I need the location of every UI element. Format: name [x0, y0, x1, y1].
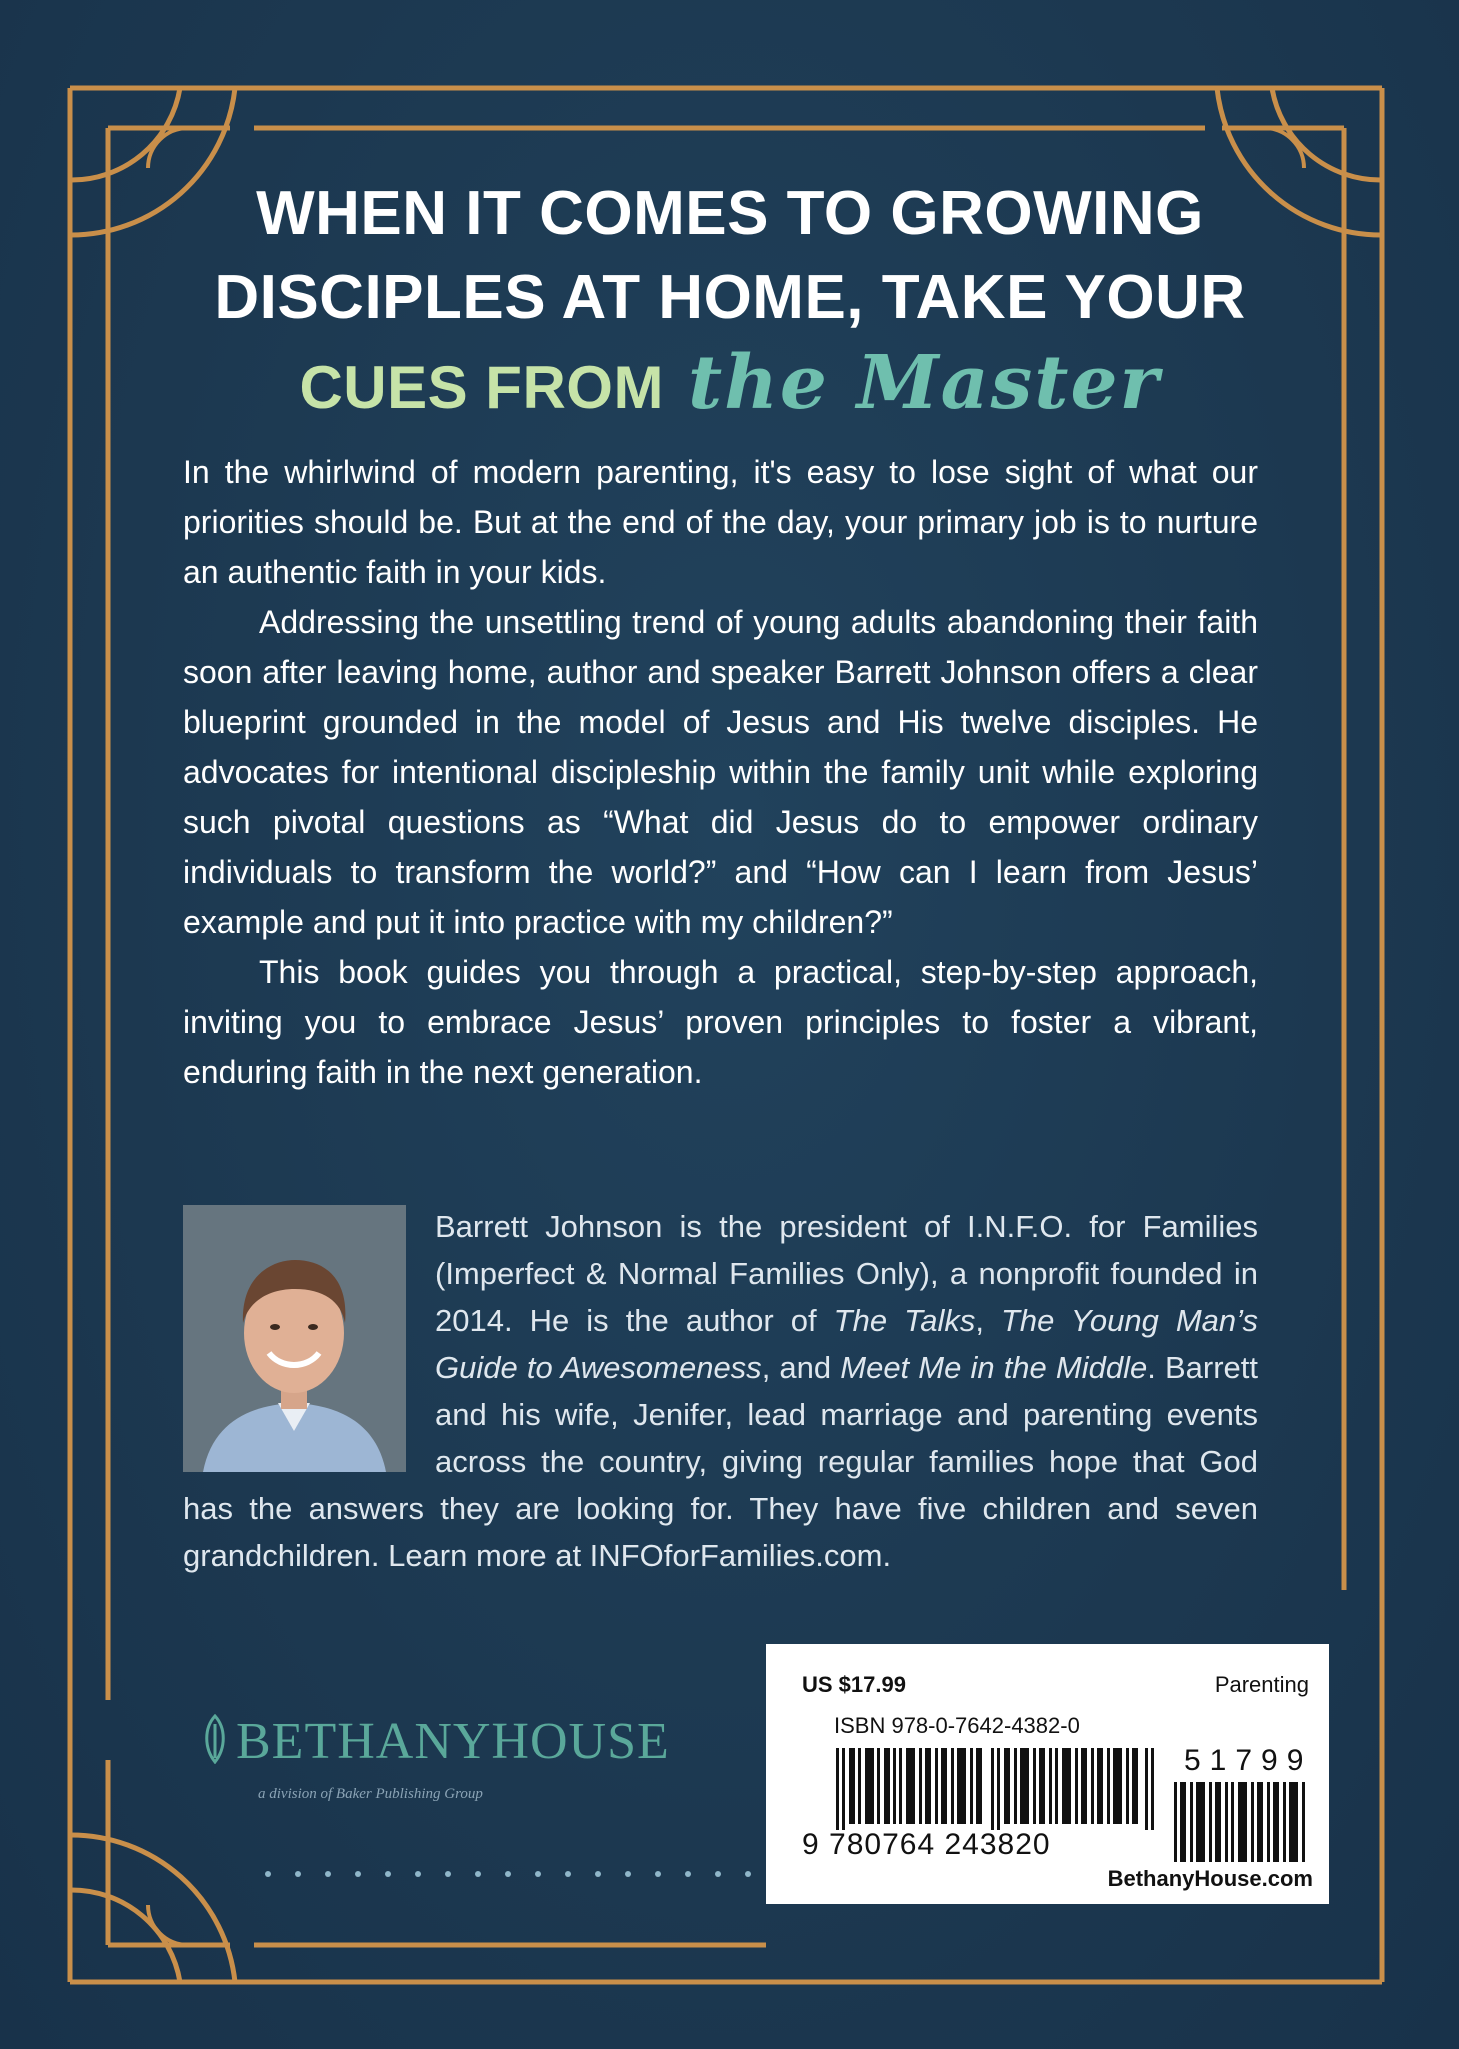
headline-script-the-master: the Master	[687, 340, 1161, 426]
publisher-logo	[200, 1712, 670, 1771]
price: US $17.99	[802, 1672, 906, 1697]
description-paragraph-1: In the whirlwind of modern parenting, it's easy to lose sight of what our priorities should be. But at the end of the day, your primary job is to nurture an authentic faith in your kids.	[183, 454, 1258, 590]
bio-book-3: Meet Me in the Middle	[840, 1350, 1148, 1385]
isbn-barcode	[836, 1748, 1166, 1830]
bio-book-1: The Talks	[833, 1303, 976, 1338]
publisher-name: BETHANYHOUSE	[236, 1713, 670, 1770]
headline-line-2: DISCIPLES AT HOME, TAKE YOUR	[214, 263, 1246, 332]
book-description	[183, 447, 1258, 1097]
publisher-subtitle: a division of Baker Publishing Group	[258, 1786, 483, 1802]
bethany-house-leaf-icon	[200, 1714, 230, 1764]
price-addon-barcode	[1174, 1782, 1314, 1862]
bio-text-2: ,	[975, 1303, 1001, 1338]
barcode-digits: 9 780764 243820	[802, 1828, 1051, 1861]
category: Parenting	[1214, 1672, 1309, 1697]
author-bio	[183, 1203, 1258, 1579]
addon-digits: 51799	[1184, 1744, 1313, 1777]
description-paragraph-2: Addressing the unsettling trend of young adults abandoning their faith soon after leaving home, author and speaker Barrett Johnson offers a clear blueprint grounded in the model of Jesus and His twelve disciples. He advocates for intentional discipleship within the family unit while exploring such pivotal questions as “What did Jesus do to empower ordinary individuals to transform the world?” and “How can I learn from Jesus’ example and put it into practice with my children?”	[183, 604, 1258, 940]
description-paragraph-3: This book guides you through a practical, step-by-step approach, inviting you to embrace Jesus’ proven principles to foster a vibrant, enduring faith in the next generation.	[183, 954, 1258, 1090]
publisher-website: BethanyHouse.com	[1107, 1866, 1313, 1891]
bio-text-1: Barrett Johnson is the president of I.N.F.O. for Families (Imperfect & Normal Families Only), a nonprofit founded in 2014. He is the author of	[435, 1209, 1258, 1338]
headline-cues-from: CUES FROM	[299, 354, 664, 421]
headline-line-1: WHEN IT COMES TO GROWING	[256, 179, 1204, 248]
bio-book-2: The Young Man’s Guide to Awesomeness	[435, 1303, 1258, 1385]
headline-line-3	[180, 340, 1280, 426]
bio-text-4: . Barrett and his wife, Jenifer, lead marriage and parenting events across the country, giving regular families hope that God has the answers they are looking for. They have five children and seven grandchildren. Learn more at INFOforFamilies.com.	[183, 1350, 1258, 1573]
barcode-panel	[766, 1644, 1329, 1904]
bio-text-3: , and	[761, 1350, 841, 1385]
isbn: ISBN 978-0-7642-4382-0	[834, 1713, 1080, 1738]
